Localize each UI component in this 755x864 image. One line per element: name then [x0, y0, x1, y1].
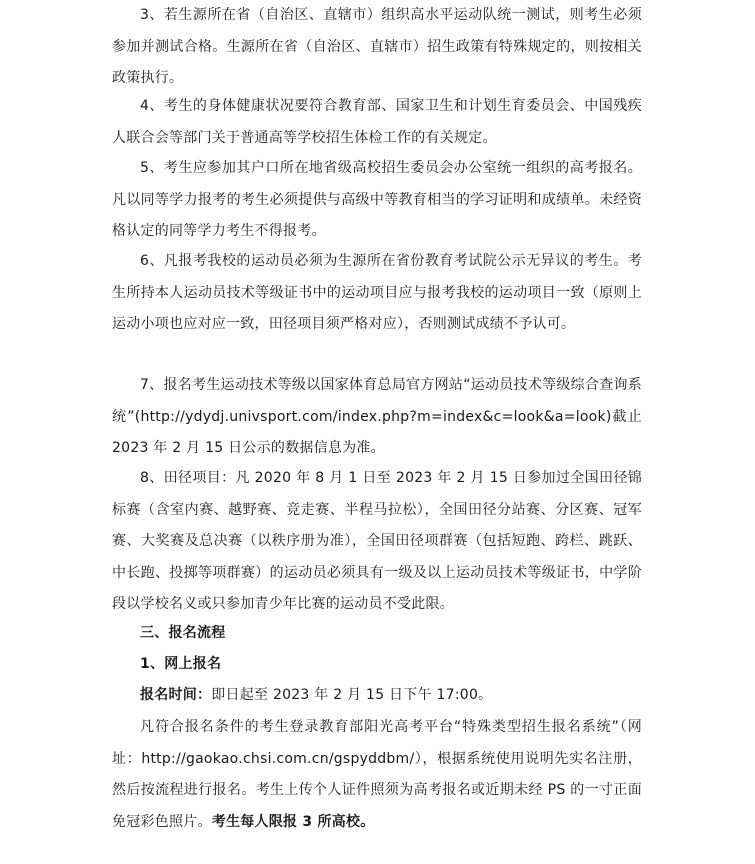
registration-time-line	[112, 680, 642, 712]
paragraph-requirement-5: 5、考生应参加其户口所在地省级高校招生委员会办公室统一组织的高考报名。凡以同等学力报考的考生必须提供与高级中等教育相当的学习证明和成绩单。未经资格认定的同等学力考生不得报考。	[112, 160, 642, 240]
section-heading-registration-process: 三、报名流程	[140, 625, 226, 641]
registration-time-label: 报名时间：	[140, 687, 212, 703]
paragraph-requirement-3: 3、若生源所在省（自治区、直辖市）组织高水平运动队统一测试，则考生必须参加并测试合格。生源所在省（自治区、直辖市）招生政策有特殊规定的，则按相关政策执行。	[112, 7, 642, 87]
paragraph-online-registration-instructions	[112, 712, 642, 838]
paragraph-requirement-6: 6、凡报考我校的运动员必须为生源所在省份教育考试院公示无异议的考生。考生所持本人运动员技术等级证书中的运动项目应与报考我校的运动项目一致（原则上运动小项也应对应一致，田径项目须严格对应），否则测试成绩不予认可。	[112, 253, 642, 333]
paragraph-requirement-8: 8、田径项目：凡 2020 年 8 月 1 日至 2023 年 2 月 15 日参加过全国田径锦标赛（含室内赛、越野赛、竞走赛、半程马拉松），全国田径分站赛、分区赛、冠军赛、大奖赛及总决赛（以秩序册为准），全国田径项群赛（包括短跑、跨栏、跳跃、中长跑、投掷等项群赛）的运动员必须具有一级及以上运动员技术等级证书，中学阶段以学校名义或只参加青少年比赛的运动员不受此限。	[112, 470, 642, 613]
paragraph-requirement-7: 7、报名考生运动技术等级以国家体育总局官方网站“运动员技术等级综合查询系统”(http://ydydj.univsport.com/index.php?m=index&c=look&a=look)截止 2023 年 2 月 15 日公示的数据信息为准。	[112, 377, 642, 457]
registration-instructions-text: 凡符合报名条件的考生登录教育部阳光高考平台“特殊类型招生报名系统”（网址：http://gaokao.chsi.com.cn/gspyddbm/），根据系统使用说明先实名注册，然后按流程进行报名。考生上传个人证件照须为高考报名或近期未经 PS 的一寸正面免冠彩色照片。	[112, 719, 642, 830]
sub-heading-online-registration: 1、网上报名	[140, 656, 222, 672]
registration-limit-note: 考生每人限报 3 所高校。	[211, 813, 375, 830]
paragraph-requirement-4: 4、考生的身体健康状况要符合教育部、国家卫生和计划生育委员会、中国残疾人联合会等部门关于普通高等学校招生体检工作的有关规定。	[112, 98, 642, 146]
registration-time-value: 即日起至 2023 年 2 月 15 日下午 17:00。	[211, 687, 493, 703]
